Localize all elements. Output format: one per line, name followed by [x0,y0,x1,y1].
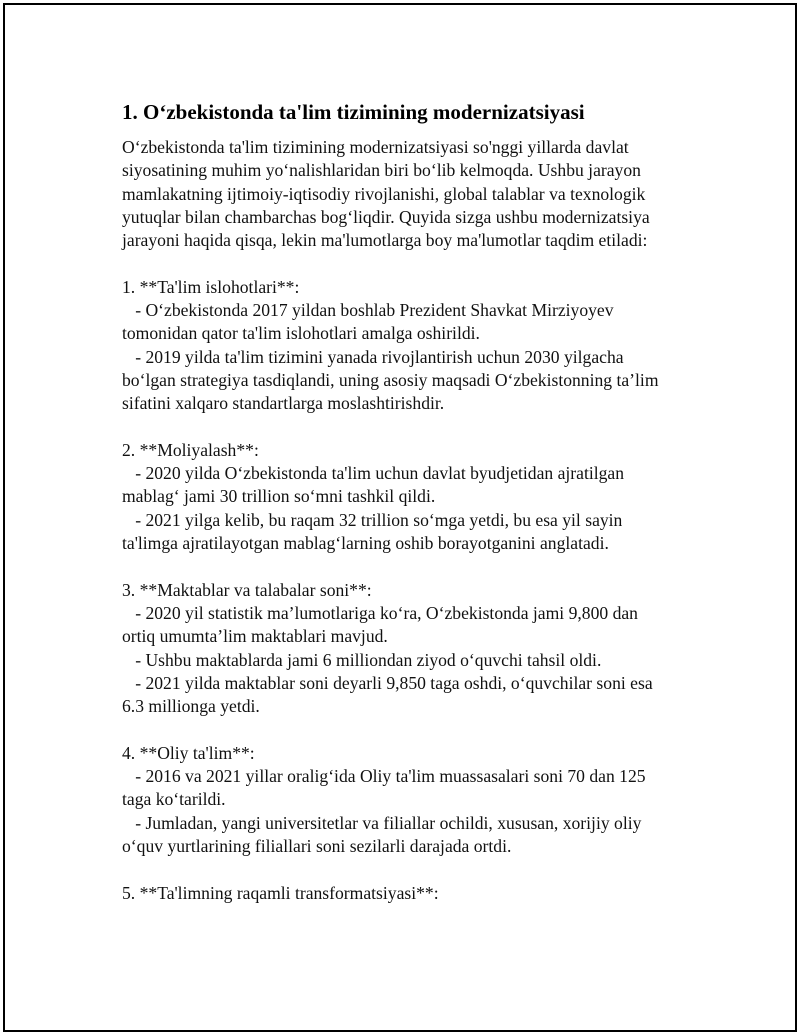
section-line: o‘quv yurtlarining filiallari soni sezilarli darajada ortdi. [122,835,512,856]
section-schools [122,579,702,719]
intro-line: mamlakatning ijtimoiy-iqtisodiy rivojlanishi, global talablar va texnologik [122,183,646,204]
intro-line: O‘zbekistonda ta'lim tizimining modernizatsiyasi so'nggi yillarda davlat [122,137,629,157]
paragraph-gap [122,416,702,439]
section-heading: 1. **Ta'lim islohotlari**: [122,276,300,297]
section-heading: 2. **Moliyalash**: [122,439,259,460]
section-line: 6.3 millionga yetdi. [122,696,260,717]
section-line: ta'limga ajratilayotgan mablag‘larning oshib borayotganini anglatadi. [122,533,609,554]
section-line: - O‘zbekistonda 2017 yildan boshlab Prezident Shavkat Mirziyoyev [122,300,614,321]
section-line: - 2019 yilda ta'lim tizimini yanada rivojlantirish uchun 2030 yilgacha [122,346,624,367]
paragraph-gap [122,718,702,741]
section-heading: 3. **Maktablar va talabalar soni**: [122,579,372,600]
paragraph-gap [122,252,702,275]
section-line: - 2021 yilda maktablar soni deyarli 9,850 taga oshdi, o‘quvchilar soni esa [122,672,653,693]
section-line: - 2020 yilda O‘zbekistonda ta'lim uchun davlat byudjetidan ajratilgan [122,463,625,484]
section-line: sifatini xalqaro standartlarga moslashtirishdir. [122,393,445,414]
section-line: tomonidan qator ta'lim islohotlari amalga oshirildi. [122,323,480,344]
section-digital-transformation [122,882,702,905]
section-higher-education [122,742,702,858]
section-reforms [122,276,702,416]
section-line: ortiq umumta’lim maktablari mavjud. [122,626,388,647]
section-line: - 2016 va 2021 yillar oralig‘ida Oliy ta'lim muassasalari soni 70 dan 125 [122,766,646,787]
section-line: - Ushbu maktablarda jami 6 milliondan ziyod o‘quvchi tahsil oldi. [122,649,602,670]
document-page [3,3,797,1032]
paragraph-gap [122,858,702,881]
intro-line: siyosatining muhim yo‘nalishlaridan biri bo‘lib kelmoqda. Ushbu jarayon [122,160,641,181]
section-line: mablag‘ jami 30 trillion so‘mni tashkil qildi. [122,486,436,507]
section-heading: 4. **Oliy ta'lim**: [122,742,255,763]
intro-line: jarayoni haqida qisqa, lekin ma'lumotlarga boy ma'lumotlar taqdim etiladi: [122,230,648,251]
section-funding [122,439,702,555]
intro-paragraph [122,136,702,252]
section-heading: 5. **Ta'limning raqamli transformatsiyasi**: [122,882,439,903]
section-line: - 2020 yil statistik ma’lumotlariga ko‘ra, O‘zbekistonda jami 9,800 dan [122,602,638,623]
intro-line: yutuqlar bilan chambarchas bog‘liqdir. Quyida sizga ushbu modernizatsiya [122,206,650,227]
document-title: 1. O‘zbekistonda ta'lim tizimining modernizatsiyasi [122,100,585,124]
section-line: bo‘lgan strategiya tasdiqlandi, uning asosiy maqsadi O‘zbekistonning ta’lim [122,369,659,390]
section-line: - Jumladan, yangi universitetlar va filiallar ochildi, xususan, xorijiy oliy [122,812,642,833]
section-line: - 2021 yilga kelib, bu raqam 32 trillion so‘mga yetdi, bu esa yil sayin [122,509,623,530]
document-body [122,98,702,905]
paragraph-gap [122,555,702,578]
section-line: taga ko‘tarildi. [122,789,226,810]
